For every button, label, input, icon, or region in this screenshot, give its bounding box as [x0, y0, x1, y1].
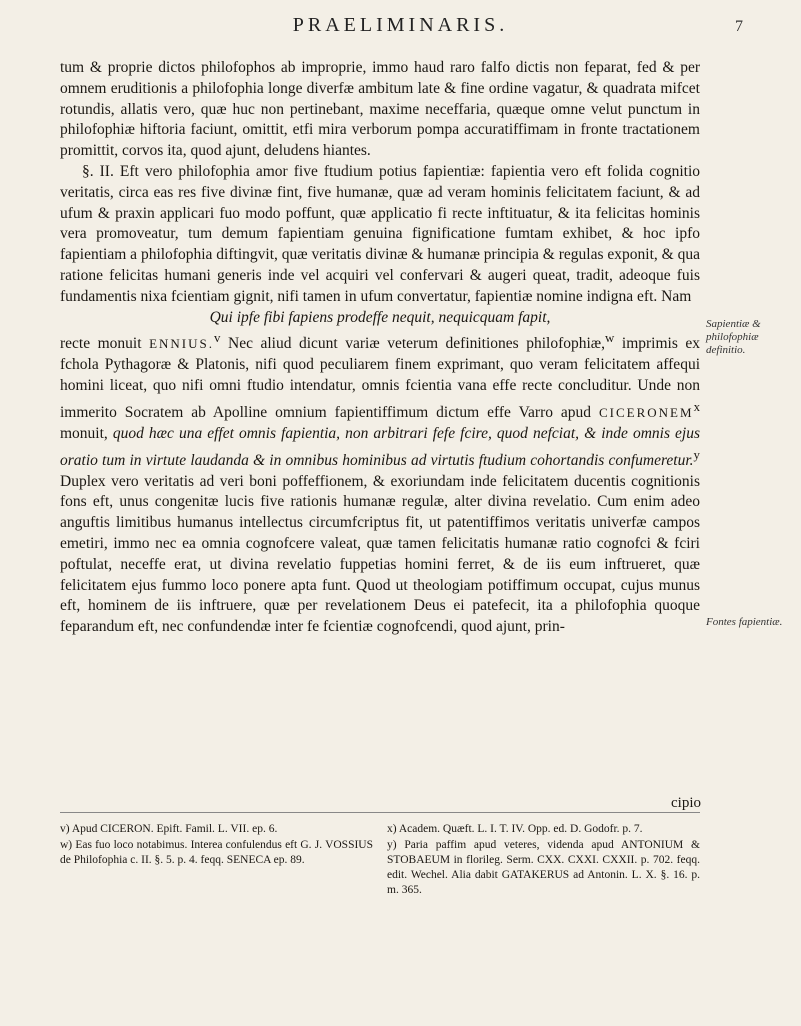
author-ennius: ENNIUS. [149, 336, 215, 352]
footnote-x: x) Academ. Quæft. L. I. T. IV. Opp. ed. D. Godofr. p. 7. [387, 823, 643, 835]
footnote-rule [60, 812, 700, 813]
ennius-verse: Qui ipfe fibi fapiens prodeffe nequit, nequicquam fapit, [209, 308, 551, 326]
page-number: 7 [735, 18, 743, 35]
paragraph-definitions [60, 328, 700, 638]
text-span: Nec aliud dicunt variæ veterum definitiones philofophiæ, [228, 335, 606, 353]
footnote-y: y) Paria paffim apud veteres, videnda apud ANTONIUM & STOBAEUM in florileg. Serm. CXX. CXXI. CXXII. p. 702. feqq. edit. Wechel. Alia dabit GATAKERUS ad Antonin. L. X. §. 16. p. m. 365. [387, 839, 700, 896]
paragraph-continuation: tum & proprie dictos philofophos ab improprie, immo haud raro falfo dictis non feparat, fed & per omnem eruditionis a philofophia longe diverfæ ambitum late & fine ordine vagatur, & quadrata mifcet rotundis, allatis vero, quæ huc non pertinebant, maxime neceffaria, quæque omne velut punctum in philofophiæ hiftoria faciunt, omittit, etfi mira verborum pompa accuratiffimam in fronte tractationem promittit, corvos ita, quod ajunt, deludens hiantes. [60, 59, 700, 160]
catchword: cipio [671, 795, 701, 811]
footnote-ref-w: w [605, 330, 615, 346]
text-span: monuit, [60, 424, 108, 442]
footnotes-left-column [60, 822, 373, 899]
footnotes-right-column [387, 822, 700, 899]
page-header [0, 14, 801, 37]
footnote-ref-x: x [693, 398, 701, 414]
footnotes [60, 822, 700, 899]
footnote-v: v) Apud CICERON. Epift. Famil. L. VII. ep. 6. [60, 823, 278, 835]
text-span: recte monuit [60, 335, 142, 353]
footnote-ref-y: y [693, 446, 700, 462]
text-span: Duplex vero veritatis ad veri boni poffeffionem, & exoriundam inde felicitatem ducentis cognitionis fons eft, unus congenitæ lucis five rationis humanæ regulæ, alter divina revelatio. Cum enim adeo anguftis limitibus humanus intellectus circumfcriptus fit, ut patentiffimos veritatis univerfæ campos emetiri, immo nec ea omnia cognofcere valeat, quæ tamen felicitatis humanæ ratio cognofci & fciri poftulat, neceffe erat, ut divina revelatio fuppetias homini ferret, & de iis eum inftrueret, quæ felicitatem ejus fummo loco ponere apta funt. Quod ut theologiam potiffimum occupat, cujus munus eft, hominem de iis inftruere, quæ per revelationem Deus ei patefecit, ita a philofophia quoque feparandum eft, nec confundendæ inter fe fcientiæ cognofcendi, quod ajunt, prin- [60, 472, 700, 636]
marginal-note-sources: Fontes fapientiæ. [706, 616, 783, 628]
running-head: PRAELIMINARIS. [292, 14, 509, 36]
varro-quote: quod hæc una effet omnis fapientia, non arbitrari fefe fcire, quod nefciat, & inde omnis ejus oratio tum in virtute laudanda & in omnibus hominibus ad virtutis ftudium cohortandis confumeretur. [60, 424, 701, 469]
footnote-w: w) Eas fuo loco notabimus. Interea confulendus eft G. J. VOSSIUS de Philofophia c. II. §. 5. p. 4. feqq. SENECA ep. 89. [60, 839, 373, 866]
paragraph-section-2: §. II. Eft vero philofophia amor five ftudium potius fapientiæ: fapientia vero eft folida cognitio veritatis, circa eas res five divinæ fint, five humanæ, quæ ad veram hominis felicitatem faciunt, & ad ufum & praxin applicari fuo modo poffunt, quæ applicatio fi recte inftituatur, & ita felicitas hominis vera promoveatur, tum demum fapientiam genuina fignificatione fumtam exhibet, & hoc ipfo fapientiam a philofophia diftingvit, quæ veritatis divinæ & humanæ principia & regulas exponit, & qua ratione felicitas humani generis inde vel acquiri vel confervari & augeri queat, tradit, adeoque fuis fundamentis nixa fcientiam gignit, nifi tamen in ufum convertatur, fapientiæ nomine indigna eft. Nam [60, 162, 700, 305]
marginal-note-definition: Sapientiæ & philofophiæ definitio. [706, 318, 761, 356]
footnote-ref-v: v [214, 330, 221, 346]
text-span: imprimis ex fchola Pythagoræ & Platonis, nifi quod peculiarem finem exprimant, quo veram felicitatem affequi homini liceat, quo nifi omni ftudio intendatur, omnis fcientia vana effe recte concluditur. Unde non immerito Socratem ab Apolline omnium fapientiffimum dictum effe Varro apud [60, 335, 701, 422]
main-text [60, 58, 700, 638]
author-cicero: CICERONEM [599, 405, 694, 421]
